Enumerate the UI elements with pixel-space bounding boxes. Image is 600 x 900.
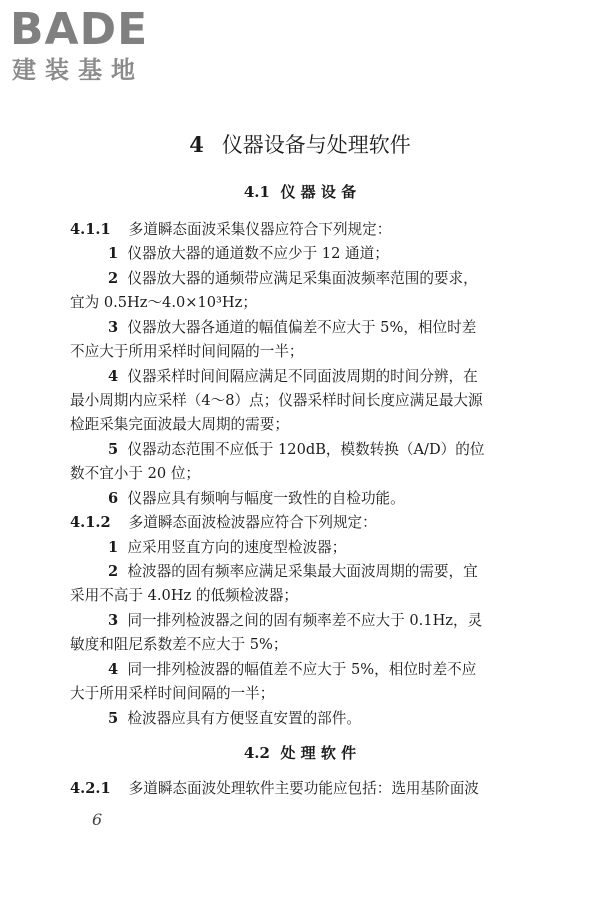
item-number: 4 bbox=[108, 661, 119, 678]
logo-subtitle: 建装基地 bbox=[12, 56, 144, 84]
item-number: 1 bbox=[108, 245, 119, 262]
chapter-heading bbox=[0, 131, 600, 159]
item-continuation: 大于所用采样时间间隔的一半； bbox=[70, 685, 275, 702]
clause-number: 4.1.1 bbox=[70, 221, 111, 238]
section-number: 4.2 bbox=[243, 744, 270, 762]
item-text: 仪器动态范围不应低于 120dB，模数转换（A/D）的位 bbox=[127, 441, 485, 458]
section-title: 仪 器 设 备 bbox=[280, 183, 357, 201]
item-number: 1 bbox=[108, 539, 119, 556]
bade-logo bbox=[8, 4, 178, 86]
item-text: 同一排列检波器之间的固有频率差不应大于 0.1Hz，灵 bbox=[127, 612, 483, 629]
list-item bbox=[108, 439, 538, 461]
list-item bbox=[108, 488, 538, 510]
clause-4-1-2-intro bbox=[70, 512, 538, 534]
list-item bbox=[108, 708, 538, 730]
logo-wordmark: BADE bbox=[10, 4, 149, 55]
section-heading-4-1 bbox=[0, 181, 600, 203]
item-continuation: 不应大于所用采样时间间隔的一半； bbox=[70, 343, 304, 360]
list-item bbox=[108, 537, 538, 559]
section-number: 4.1 bbox=[243, 183, 270, 201]
item-continuation: 宜为 0.5Hz～4.0×10³Hz； bbox=[70, 294, 257, 311]
chapter-title: 仪器设备与处理软件 bbox=[221, 133, 411, 157]
clause-4-1-1-intro bbox=[70, 219, 538, 241]
item-number: 5 bbox=[108, 441, 119, 458]
chapter-number: 4 bbox=[189, 132, 204, 157]
clause-text: 多道瞬态面波检波器应符合下列规定： bbox=[128, 514, 377, 531]
list-item bbox=[108, 317, 538, 339]
clause-number: 4.1.2 bbox=[70, 514, 111, 531]
item-continuation: 数不宜小于 20 位； bbox=[70, 465, 201, 482]
clause-number: 4.2.1 bbox=[70, 780, 111, 797]
item-number: 2 bbox=[108, 563, 119, 580]
list-item bbox=[108, 366, 538, 388]
item-continuation: 检距采集完面波最大周期的需要； bbox=[70, 416, 289, 433]
item-text: 仪器放大器各通道的幅值偏差不应大于 5%，相位时差 bbox=[127, 319, 477, 336]
list-item bbox=[108, 610, 538, 632]
page-number: 6 bbox=[92, 810, 103, 829]
clause-text: 多道瞬态面波处理软件主要功能应包括：选用基阶面波 bbox=[128, 780, 479, 797]
list-item bbox=[108, 561, 538, 583]
section-title: 处 理 软 件 bbox=[280, 744, 357, 762]
item-continuation: 敏度和阻尼系数差不应大于 5%； bbox=[70, 636, 288, 653]
section-heading-4-2 bbox=[0, 742, 600, 764]
item-text: 检波器的固有频率应满足采集最大面波周期的需要，宜 bbox=[127, 563, 478, 580]
item-text: 仪器采样时间间隔应满足不同面波周期的时间分辨，在 bbox=[127, 368, 478, 385]
list-item bbox=[108, 268, 538, 290]
item-number: 3 bbox=[108, 612, 119, 629]
item-number: 5 bbox=[108, 710, 119, 727]
item-text: 仪器放大器的通频带应满足采集面波频率范围的要求， bbox=[127, 270, 478, 287]
item-continuation: 采用不高于 4.0Hz 的低频检波器； bbox=[70, 587, 299, 604]
item-number: 6 bbox=[108, 490, 119, 507]
clause-text: 多道瞬态面波采集仪器应符合下列规定： bbox=[128, 221, 392, 238]
item-text: 检波器应具有方便竖直安置的部件。 bbox=[127, 710, 361, 727]
item-text: 仪器放大器的通道数不应少于 12 通道； bbox=[127, 245, 389, 262]
item-number: 2 bbox=[108, 270, 119, 287]
list-item bbox=[108, 243, 538, 265]
item-text: 应采用竖直方向的速度型检波器； bbox=[127, 539, 347, 556]
item-text: 同一排列检波器的幅值差不应大于 5%，相位时差不应 bbox=[127, 661, 477, 678]
item-text: 仪器应具有频响与幅度一致性的自检功能。 bbox=[127, 490, 405, 507]
item-number: 3 bbox=[108, 319, 119, 336]
clause-4-2-1-intro bbox=[70, 778, 538, 800]
item-continuation: 最小周期内应采样（4～8）点；仪器采样时间长度应满足最大源 bbox=[70, 392, 483, 409]
item-number: 4 bbox=[108, 368, 119, 385]
list-item bbox=[108, 659, 538, 681]
